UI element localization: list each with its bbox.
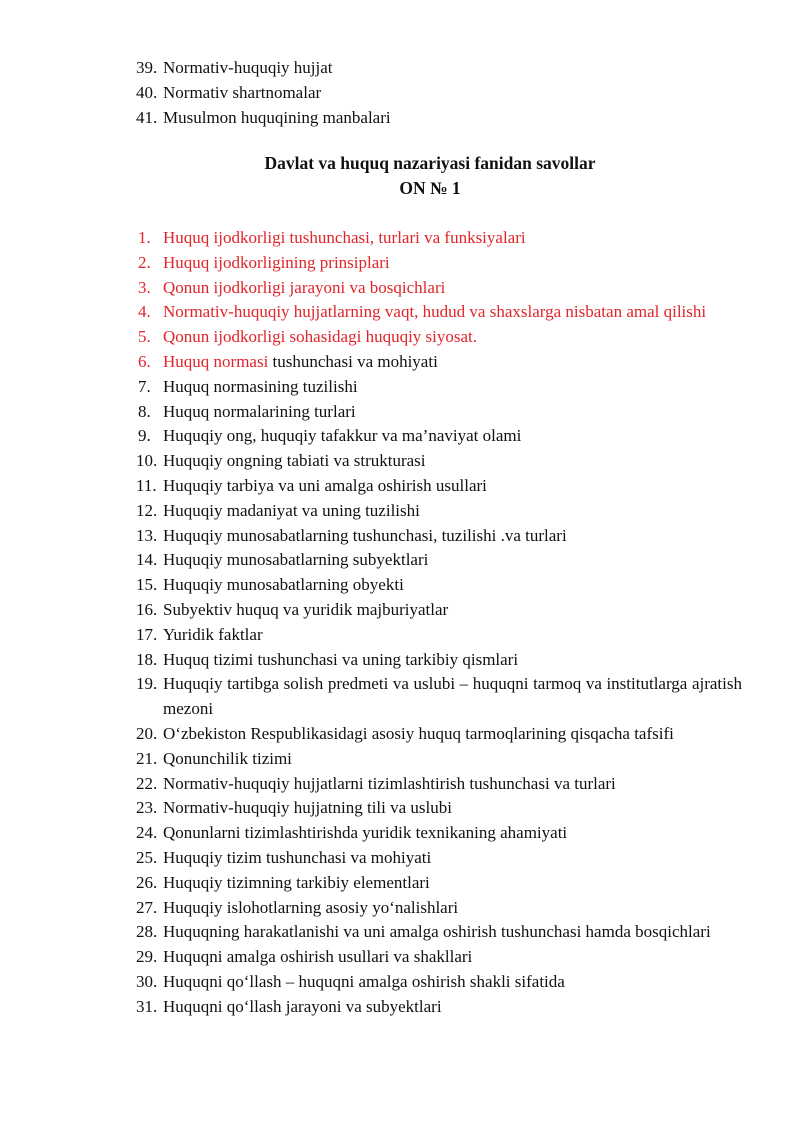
item-number: 12.: [136, 500, 158, 520]
item-text: Normativ shartnomalar: [163, 82, 322, 102]
item-text: Subyektiv huquq va yuridik majburiyatlar: [163, 599, 449, 619]
item-text: Huquqiy ong, huquqiy tafakkur va ma’naviyat olami: [163, 426, 522, 446]
item-text: Normativ-huquqiy hujjatlarni tizimlashtirish tushunchasi va turlari: [163, 773, 616, 793]
item-number: 19.: [136, 674, 158, 694]
item-text: Huquqiy munosabatlarning tushunchasi, tuzilishi .va turlari: [163, 525, 567, 545]
item-text: Huquqiy tarbiya va uni amalga oshirish usullari: [163, 475, 487, 495]
item-number: 15.: [136, 575, 158, 595]
list-item: [136, 226, 742, 251]
item-number: 25.: [136, 847, 158, 867]
item-highlighted-text: Normativ-huquqiy hujjatlarning vaqt, hudud va shaxslarga nisbatan amal qilishi: [163, 302, 707, 322]
item-text: Huquq tizimi tushunchasi va uning tarkibiy qismlari: [163, 649, 519, 669]
item-text: Huquqiy munosabatlarning subyektlari: [163, 550, 429, 570]
list-item: [136, 920, 742, 945]
item-text: Qonunlarni tizimlashtirishda yuridik texnikaning ahamiyati: [163, 823, 568, 843]
list-item: [136, 251, 742, 276]
section-title: Davlat va huquq nazariyasi fanidan savollar: [264, 153, 596, 173]
top-question-list: [136, 56, 742, 130]
list-item: [136, 722, 742, 747]
list-item: [136, 821, 742, 846]
list-item: [136, 474, 742, 499]
item-number: 41.: [136, 107, 158, 127]
list-item: [136, 449, 742, 474]
item-text: Huquqiy ongning tabiati va strukturasi: [163, 451, 426, 471]
list-item: [136, 623, 742, 648]
item-number: 31.: [136, 996, 158, 1016]
item-text: Huquq normasining tuzilishi: [163, 376, 358, 396]
list-item: [136, 375, 742, 400]
item-number: 30.: [136, 971, 158, 991]
item-text: Yuridik faktlar: [163, 624, 263, 644]
list-item: [136, 325, 742, 350]
item-number: 21.: [136, 748, 158, 768]
list-item: [136, 871, 742, 896]
item-number: 6.: [138, 351, 151, 371]
item-number: 26.: [136, 872, 158, 892]
list-item: [136, 106, 742, 131]
list-item: [136, 524, 742, 549]
item-text: Huquqni qo‘llash jarayoni va subyektlari: [163, 996, 442, 1016]
list-item: [136, 672, 742, 722]
list-item: [136, 573, 742, 598]
list-item: [136, 276, 742, 301]
item-number: 20.: [136, 723, 158, 743]
item-text: Huquqiy islohotlarning asosiy yo‘nalishlari: [163, 897, 459, 917]
list-item: [136, 970, 742, 995]
item-number: 16.: [136, 599, 158, 619]
item-number: 3.: [138, 277, 151, 297]
item-number: 11.: [136, 475, 157, 495]
item-number: 39.: [136, 58, 158, 77]
list-item: [136, 56, 742, 81]
item-text: Musulmon huquqining manbalari: [163, 107, 391, 127]
main-question-list: [136, 226, 742, 1020]
item-number: 1.: [138, 228, 151, 247]
list-item: [136, 300, 742, 325]
item-number: 2.: [138, 252, 151, 272]
item-number: 40.: [136, 82, 158, 102]
item-highlighted-text: Huquq normasi: [163, 351, 269, 371]
item-number: 17.: [136, 624, 158, 644]
item-text: Huquq normalarining turlari: [163, 401, 356, 421]
item-highlighted-text: Qonun ijodkorligi jarayoni va bosqichlari: [163, 277, 446, 297]
list-item: [136, 945, 742, 970]
item-highlighted-text: Huquq ijodkorligi tushunchasi, turlari va funksiyalari: [163, 228, 526, 247]
list-item: [136, 796, 742, 821]
item-number: 24.: [136, 823, 158, 843]
list-item: [136, 81, 742, 106]
item-number: 10.: [136, 451, 158, 471]
item-number: 9.: [138, 426, 151, 446]
list-item: [136, 499, 742, 524]
section-subtitle: ON № 1: [399, 177, 461, 198]
item-text: tushunchasi va mohiyati: [268, 351, 438, 371]
item-text: Normativ-huquqiy hujjat: [163, 58, 333, 77]
section-heading: [0, 151, 800, 200]
item-text: Huquqiy tizim tushunchasi va mohiyati: [163, 847, 432, 867]
item-number: 13.: [136, 525, 158, 545]
item-number: 29.: [136, 947, 158, 967]
item-number: 8.: [138, 401, 151, 421]
item-text: Huquqning harakatlanishi va uni amalga oshirish tushunchasi hamda bosqichlari: [163, 922, 711, 942]
item-number: 5.: [138, 327, 151, 347]
item-highlighted-text: Qonun ijodkorligi sohasidagi huquqiy siyosat.: [163, 327, 478, 347]
list-item: [136, 995, 742, 1020]
list-item: [136, 747, 742, 772]
item-number: 14.: [136, 550, 158, 570]
list-item: [136, 400, 742, 425]
item-text: Huquqiy tizimning tarkibiy elementlari: [163, 872, 430, 892]
list-item: [136, 548, 742, 573]
list-item: [136, 896, 742, 921]
item-number: 7.: [138, 376, 151, 396]
item-text: Qonunchilik tizimi: [163, 748, 292, 768]
item-number: 22.: [136, 773, 158, 793]
list-item: [136, 424, 742, 449]
item-text: Huquqiy munosabatlarning obyekti: [163, 575, 404, 595]
list-item: [136, 350, 742, 375]
item-text: Huquqiy tartibga solish predmeti va uslubi – huquqni tarmoq va institutlarga ajratish mezoni: [163, 674, 742, 719]
item-number: 27.: [136, 897, 158, 917]
item-text: Huquqni amalga oshirish usullari va shakllari: [163, 947, 473, 967]
item-text: Huquqiy madaniyat va uning tuzilishi: [163, 500, 420, 520]
item-text: Huquqni qo‘llash – huquqni amalga oshirish shakli sifatida: [163, 971, 565, 991]
item-highlighted-text: Huquq ijodkorligining prinsiplari: [163, 252, 390, 272]
item-number: 23.: [136, 798, 158, 818]
item-number: 4.: [138, 302, 151, 322]
list-item: [136, 772, 742, 797]
item-text: O‘zbekiston Respublikasidagi asosiy huquq tarmoqlarining qisqacha tafsifi: [163, 723, 674, 743]
item-number: 28.: [136, 922, 158, 942]
item-text: Normativ-huquqiy hujjatning tili va uslubi: [163, 798, 452, 818]
list-item: [136, 648, 742, 673]
item-number: 18.: [136, 649, 158, 669]
list-item: [136, 846, 742, 871]
list-item: [136, 598, 742, 623]
